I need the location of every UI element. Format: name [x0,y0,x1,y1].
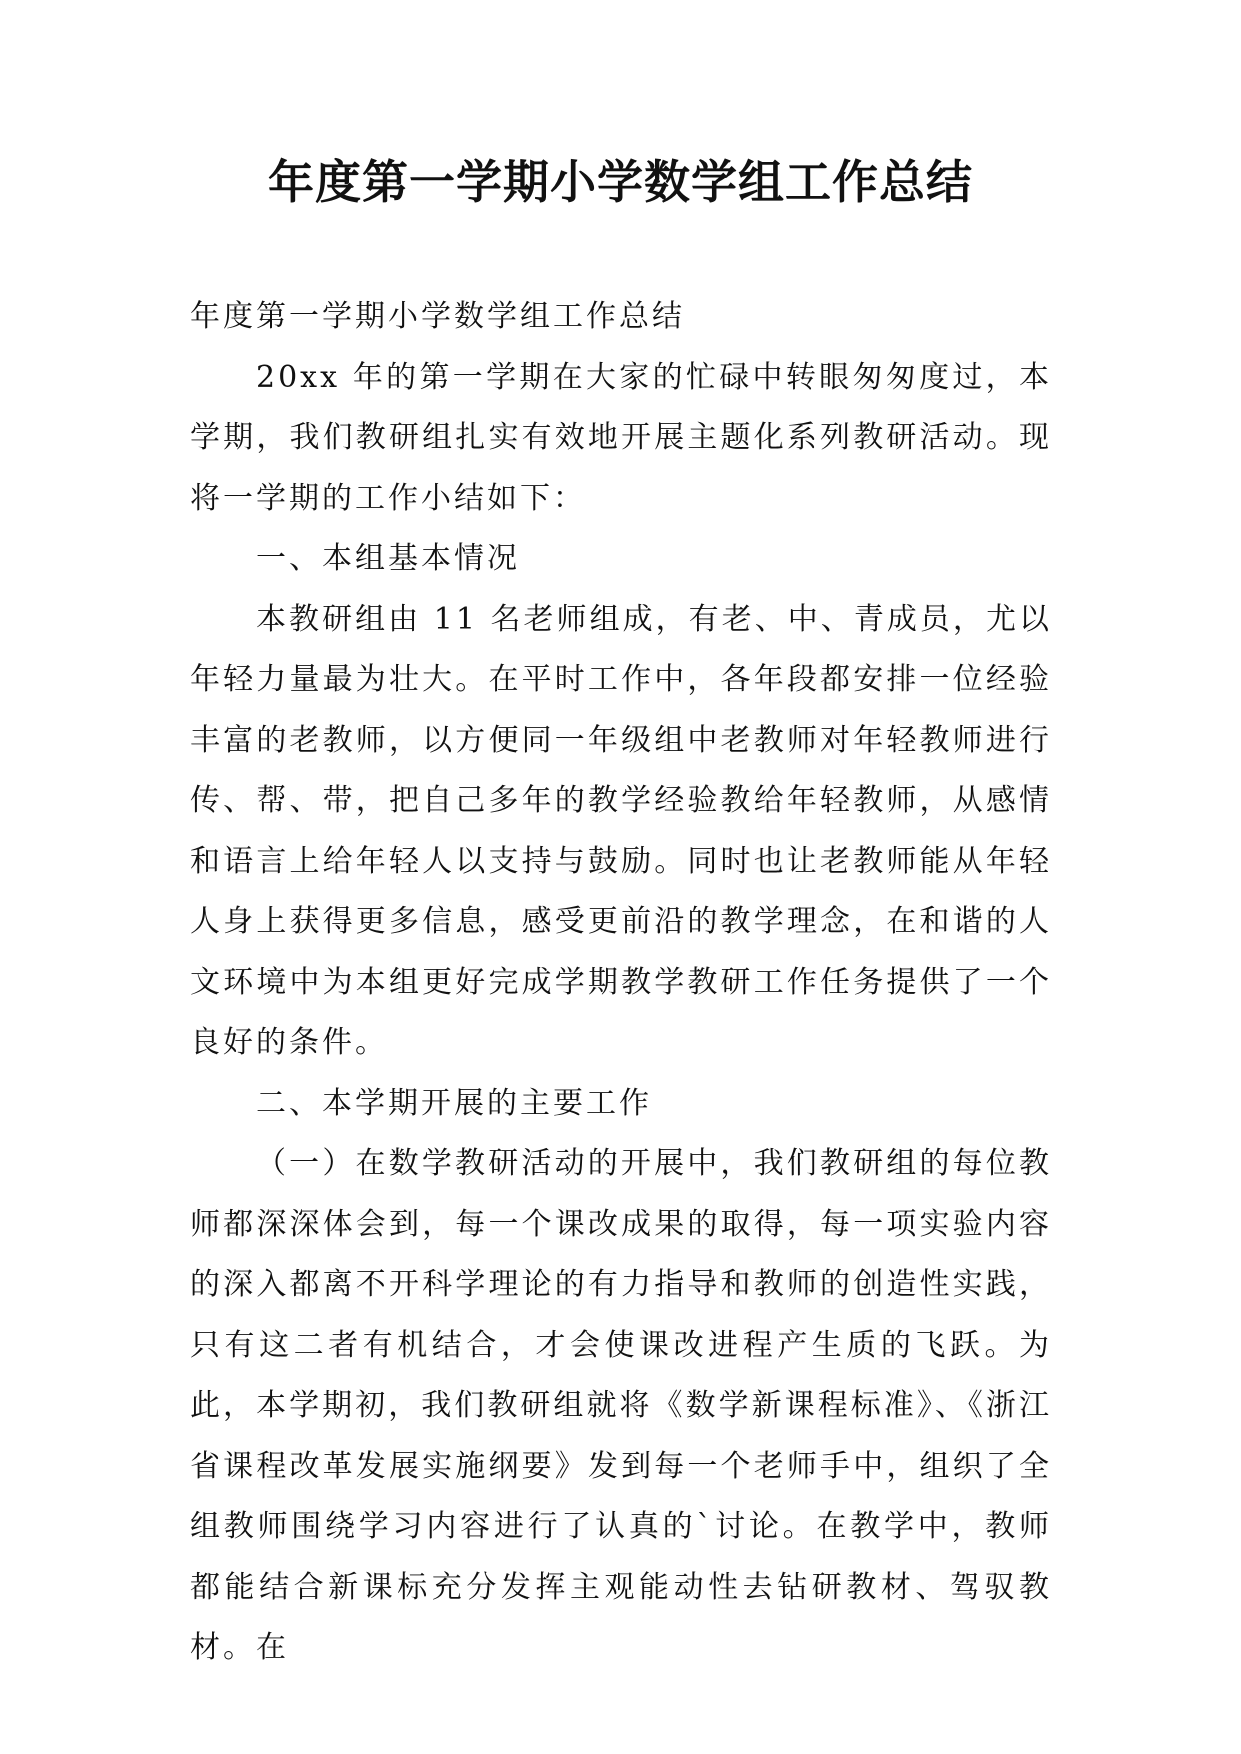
paragraph-main-work-1: （一）在数学教研活动的开展中，我们教研组的每位教师都深深体会到，每一个课改成果的取得，每一项实验内容的深入都离不开科学理论的有力指导和教师的创造性实践，只有这二者有机结合，才会使课改进程产生质的飞跃。为此，本学期初，我们教研组就将《数学新课程标准》、《浙江省课程改革发展实施纲要》发到每一个老师手中，组织了全组教师围绕学习内容进行了认真的`讨论。在教学中，教师都能结合新课标充分发挥主观能动性去钻研教材、驾驭教材。在 [190,1146,1052,1665]
paragraph-basic-situation: 本教研组由 11 名老师组成，有老、中、青成员，尤以年轻力量最为壮大。在平时工作中，各年段都安排一位经验丰富的老教师，以方便同一年级组中老教师对年轻教师进行传、帮、带，把自己多年的教学经验教给年轻教师，从感情和语言上给年轻人以支持与鼓励。同时也让老教师能从年轻人身上获得更多信息，感受更前沿的教学理念，在和谐的人文环境中为本组更好完成学期教学教研工作任务提供了一个良好的条件。 [190,601,1052,1060]
section-heading-basic-situation: 一、本组基本情况 [256,541,520,576]
document-title: 年度第一学期小学数学组工作总结 [268,155,973,209]
document-body [190,287,1052,1679]
paragraph-intro: 20xx 年的第一学期在大家的忙碌中转眼匆匆度过，本学期，我们教研组扎实有效地开展主题化系列教研活动。现将一学期的工作小结如下： [190,359,1052,516]
section-heading-main-work: 二、本学期开展的主要工作 [256,1085,652,1121]
paragraph-subtitle: 年度第一学期小学数学组工作总结 [190,299,685,334]
